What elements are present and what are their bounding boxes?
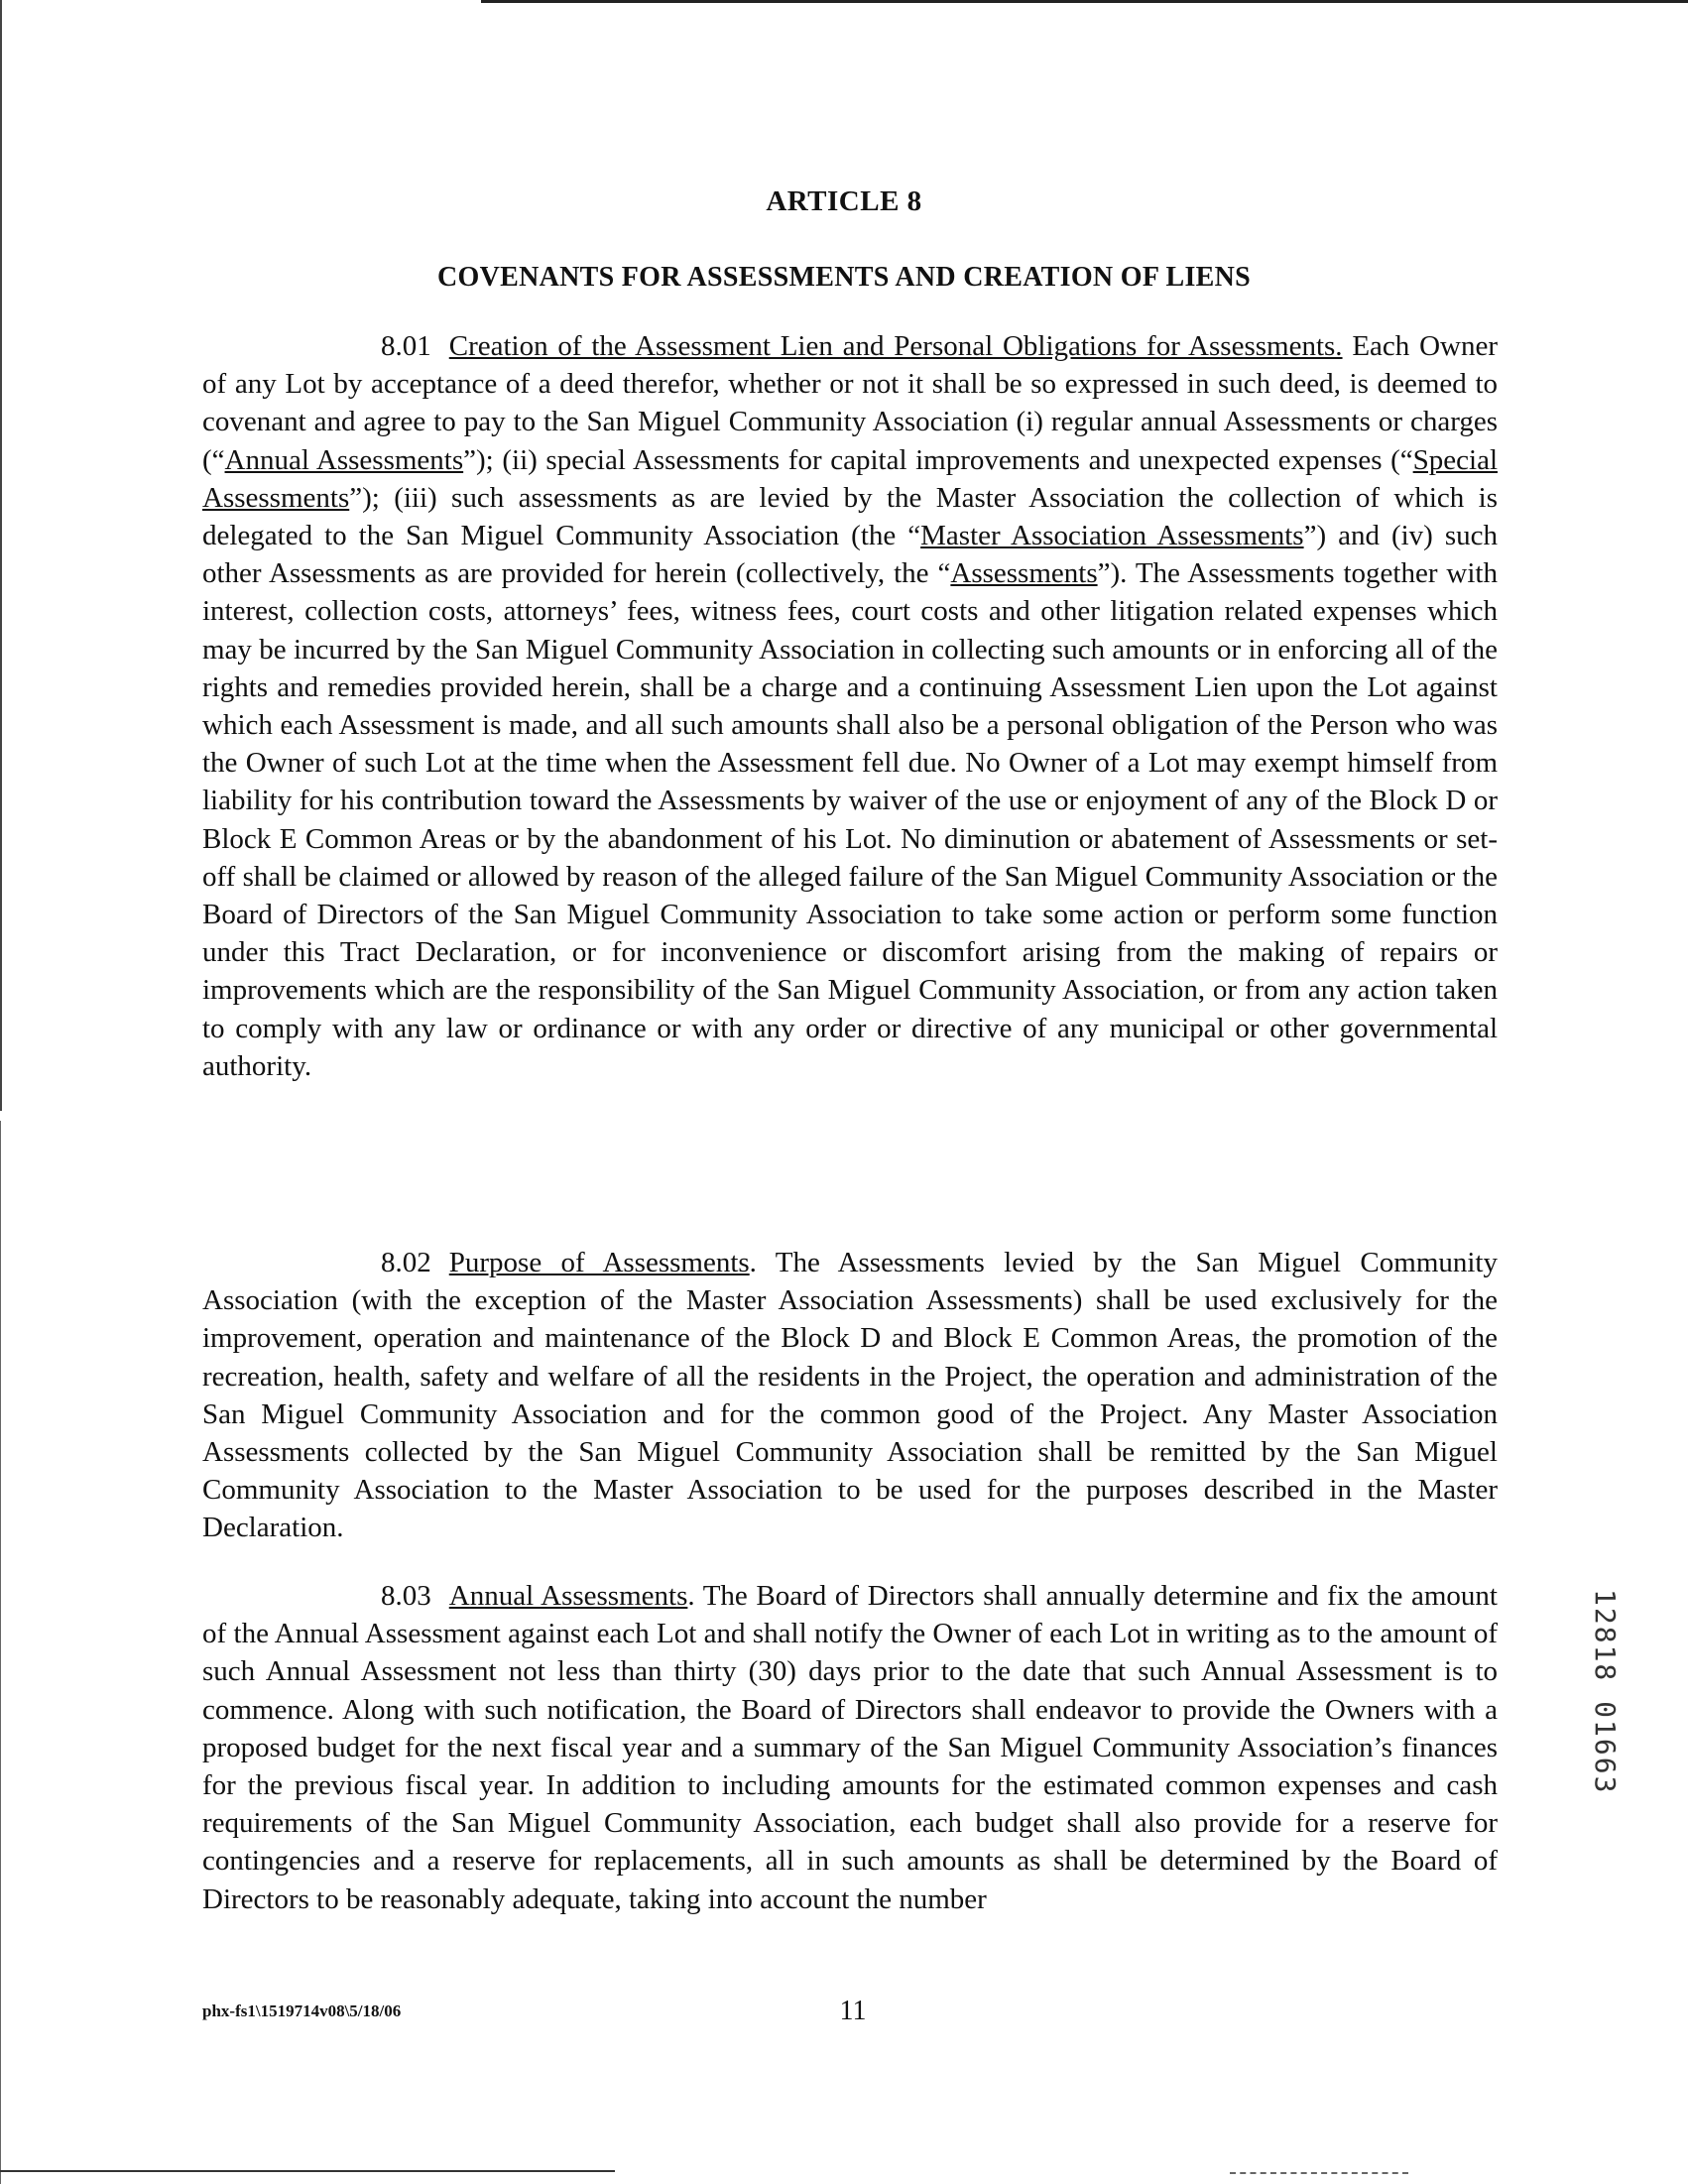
section-8-02 — [202, 1244, 1498, 1547]
section-title: Purpose of Assessments — [448, 1247, 750, 1278]
defined-term-assessments: Assessments — [950, 557, 1098, 590]
section-title: Creation of the Assessment Lien and Personal Obligations for Assessments. — [448, 330, 1343, 362]
section-text: ”) and (iv) such other Assessments as are provided for herein (collectively, the “ — [202, 520, 1498, 590]
section-title: Annual Assessments — [448, 1580, 688, 1612]
scan-edge-bottom — [0, 2170, 615, 2172]
section-text: ”); (ii) special Assessments for capital improvements and unexpected expenses (“ — [463, 443, 1413, 476]
section-text: . The Assessments levied by the San Miguel Community Association (with the exception of the Master Association Assessments) shall be used exclusively for the improvement, operation and maintenance of the Block D and Block E Common Areas, the promotion of the recreation, health, safety and welfare of all the residents in the Project, the operation and administration of the San Miguel Community Association and for the common good of the Project. Any Master Association Assessments collected by the San Miguel Community Association shall be remitted by the San Miguel Community Association to the Master Association to be used for the purposes described in the Master Declaration. — [202, 1247, 1498, 1544]
article-heading: ARTICLE 8 — [766, 185, 922, 217]
section-8-03 — [202, 1577, 1498, 1918]
defined-term-annual-assessments: Annual Assessments — [224, 443, 464, 476]
scan-edge-top — [481, 0, 1688, 3]
section-8-01 — [202, 327, 1498, 1085]
defined-term-special-assessments: Special Assessments — [202, 443, 1498, 514]
section-text: Each Owner of any Lot by acceptance of a deed therefor, whether or not it shall be so expressed in such deed, is deemed to covenant and agree to pay to the San Miguel Community Association (i) regular annual Assessments or charges (“ — [202, 330, 1498, 476]
section-text: ”). The Assessments together with interest, collection costs, attorneys’ fees, witness fees, court costs and other litigation related expenses which may be incurred by the San Miguel Community Association in collecting such amounts or in enforcing all of the rights and remedies provided herein, shall be a charge and a continuing Assessment Lien upon the Lot against which each Assessment is made, and all such amounts shall also be a personal obligation of the Person who was the Owner of such Lot at the time when the Assessment fell due. No Owner of a Lot may exempt himself from liability for his contribution toward the Assessments by waiver of the use or enjoyment of any of the Block D or Block E Common Areas or by the abandonment of his Lot. No diminution or abatement of Assessments or set-off shall be claimed or allowed by reason of the alleged failure of the San Miguel Community Association or the Board of Directors of the San Miguel Community Association to take some action or perform some function under this Tract Declaration, or for inconvenience or discomfort arising from the making of repairs or improvements which are the responsibility of the San Miguel Community Association, or from any action taken to comply with any law or ordinance or with any order or directive of any municipal or other governmental authority. — [202, 557, 1498, 1082]
section-text: . The Board of Directors shall annually determine and fix the amount of the Annual Assessment against each Lot and shall notify the Owner of each Lot in writing as to the amount of such Annual Assessment not less than thirty (30) days prior to the date that such Annual Assessment is to commence. Along with such notification, the Board of Directors shall endeavor to provide the Owners with a proposed budget for the next fiscal year and a summary of the San Miguel Community Association’s finances for the previous fiscal year. In addition to including amounts for the estimated common expenses and cash requirements of the San Miguel Community Association, each budget shall also provide for a reserve for contingencies and a reserve for replacements, all in such amounts as shall be determined by the Board of Directors to be reasonably adequate, taking into account the number — [202, 1580, 1498, 1915]
defined-term-master-association-assessments: Master Association Assessments — [920, 520, 1304, 552]
section-number: 8.02 — [381, 1247, 431, 1278]
recording-number-stamp: 12818 01663 — [1589, 1589, 1622, 1795]
footer-document-id: phx-fs1\1519714v08\5/18/06 — [202, 2002, 402, 2020]
section-text: ”); (iii) such assessments as are levied by the Master Association the collection of which is delegated to the San Miguel Community Association (the “ — [202, 481, 1498, 552]
scan-edge-left — [0, 0, 2, 1111]
section-number: 8.01 — [381, 330, 431, 362]
scan-edge-left-lower — [0, 1121, 1, 2184]
article-title: COVENANTS FOR ASSESSMENTS AND CREATION OF LIENS — [436, 262, 1252, 293]
section-number: 8.03 — [381, 1580, 431, 1612]
page-number: 11 — [839, 1996, 867, 2026]
scan-edge-bottom-right — [1230, 2172, 1408, 2174]
